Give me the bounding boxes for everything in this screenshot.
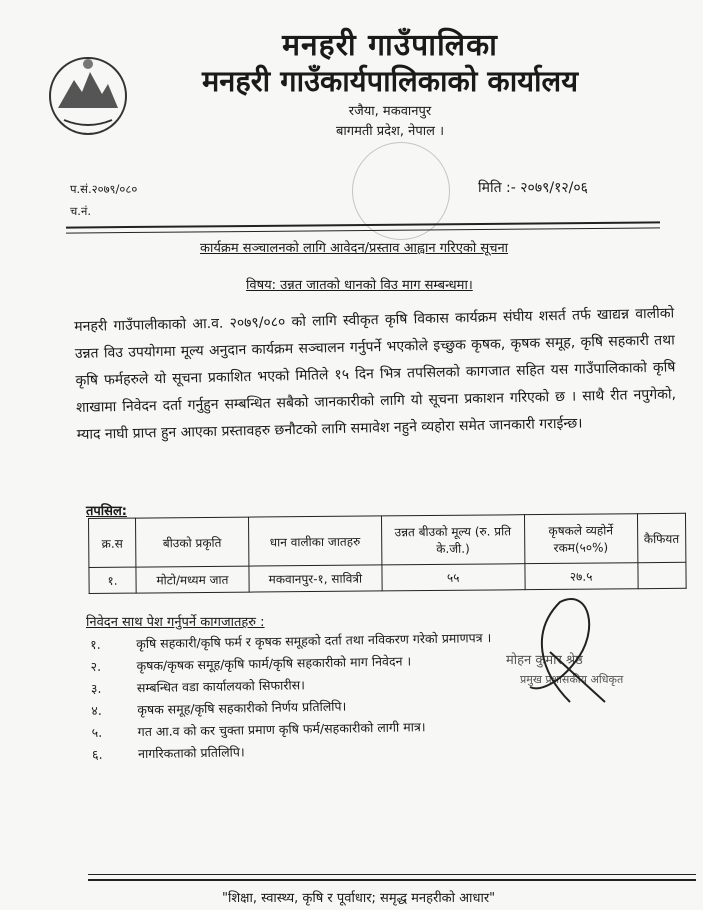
item-number: ४.	[91, 702, 102, 718]
office-name: मनहरी गाउँकार्यपालिकाको कार्यालय	[201, 64, 579, 98]
table-cell: मकवानपुर-१, सावित्री	[249, 565, 382, 592]
government-emblem-icon	[44, 50, 132, 138]
column-header: कैफियत	[637, 513, 686, 562]
documents-title: निवेदन साथ पेश गर्नुपर्ने कागजातहरु :	[86, 615, 265, 630]
signatory-name: मोहन कुमार श्रेष्ठ	[506, 653, 583, 668]
table-cell: २७.५	[525, 563, 638, 590]
table-cell: ५५	[382, 564, 525, 591]
notice-title: कार्यक्रम सञ्चालनको लागि आवेदन/प्रस्ताव आह्वान गरिएको सूचना	[200, 241, 509, 256]
column-header: कृषकले व्यहोर्ने रकम(५०%)	[524, 514, 637, 564]
footer-slogan: "शिक्षा, स्वास्थ्य, कृषि र पूर्वाधार; समृद्ध मनहरीको आधार"	[222, 891, 496, 906]
item-number: ३.	[90, 680, 102, 696]
column-header: उन्नत बीउको मूल्य (रु. प्रति के.जी.)	[381, 515, 524, 565]
letter-number: प.सं.२०७९/०८०	[70, 182, 138, 196]
item-text: गत आ.व को कर चुक्ता प्रमाण कृषि फर्म/सहकारीको लागी मात्र।	[137, 719, 426, 740]
office-header	[140, 28, 640, 142]
signatory-designation: प्रमुख प्रशासकीय अधिकृत	[520, 673, 624, 686]
table-cell: १.	[89, 567, 136, 593]
item-text: सम्बन्धित वडा कार्यालयको सिफारीस।	[136, 677, 306, 696]
column-header: धान वालीका जातहरु	[248, 516, 381, 566]
dispatch-number: च.नं.	[70, 204, 91, 218]
table-cell	[638, 562, 687, 588]
item-text: कृषक/कृषक समूह/कृषि फार्म/कृषि सहकारीको माग निवेदन ।	[136, 653, 412, 674]
header-divider-thin	[66, 227, 660, 233]
address-line-1: रजैया, मकवानपुर	[348, 104, 432, 119]
notice-subject: विषय: उन्नत जातको धानको विउ माग सम्बन्धमा।	[246, 278, 473, 293]
footer-divider-thin	[88, 874, 696, 875]
footer-divider	[88, 879, 696, 881]
seed-price-table	[88, 513, 687, 594]
table-row	[89, 562, 686, 593]
documents-list	[90, 627, 493, 766]
item-text: कृषक समूह/कृषि सहकारीको निर्णय प्रतिलिपि।	[137, 698, 347, 718]
details-caption: तपसिल:	[86, 504, 127, 519]
column-header: क्र.स	[89, 518, 136, 567]
municipality-name: मनहरी गाउँपालिका	[282, 28, 498, 63]
item-number: २.	[90, 658, 102, 674]
item-number: १.	[90, 636, 101, 652]
notice-date: मिति :- २०७९/१२/०६	[478, 180, 588, 196]
table-header-row	[89, 513, 686, 567]
item-text: कृषि सहकारी/कृषि फर्म र कृषक समूहको दर्ता तथा नविकरण गरेको प्रमाणपत्र ।	[136, 629, 492, 652]
address-line-2: बागमती प्रदेश, नेपाल ।	[335, 124, 445, 139]
item-number: ५.	[91, 724, 103, 740]
reference-block	[70, 178, 137, 222]
notice-body: मनहरी गाउँपालीकाको आ.व. २०७९/०८० को लागि स्वीकृत कृषि विकास कार्यक्रम संघीय शसर्त तर्फ खाद्यन्न वालीको उन्नत विउ उपयोगमा मूल्य अनुदान कार्यक्रम सञ्चालन गर्नुपर्ने भएकोले इच्छुक कृषक, कृषक समूह, कृषि सहकारी तथा कृषि फर्महरुले यो सूचना प्रकाशित भएको मितिले १५ दिन भित्र तपसिलको कागजात सहित यस गाउँपालिकाको कृषि शाखामा निवेदन दर्ता गर्नुहुन सम्बन्धित सबैको जानकारीको लागि यो सूचना प्रकाशन गरिएको छ । साथै रीत नपुगेको, म्याद नाघी प्राप्त हुन आएका प्रस्तावहरु छनौटको लागि समावेश नहुने व्यहोरा समेत जानकारी गराईन्छ।	[74, 305, 677, 443]
column-header: बीउको प्रकृति	[135, 517, 248, 567]
item-text: नागरिकताको प्रतिलिपि।	[137, 744, 245, 762]
item-number: ६.	[91, 746, 103, 762]
table-cell: मोटो/मध्यम जात	[136, 566, 249, 593]
